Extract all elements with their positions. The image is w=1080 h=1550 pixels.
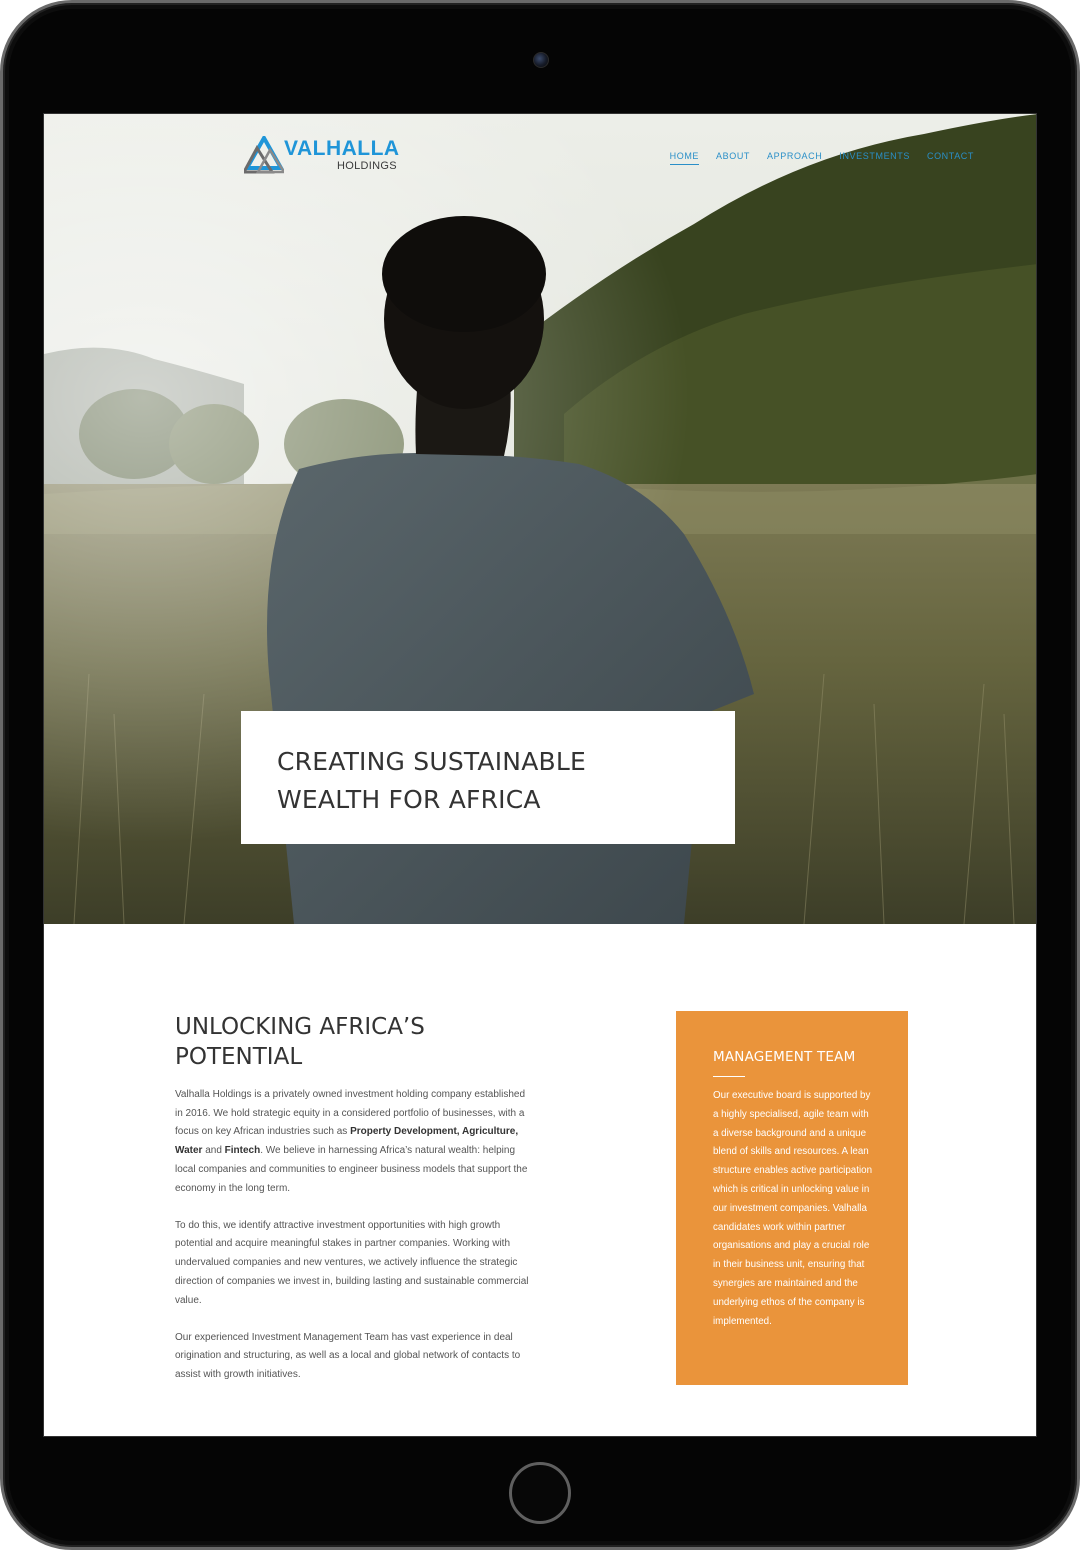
nav-approach[interactable]: APPROACH [767, 151, 823, 161]
brand-name: VALHALLA [284, 137, 400, 160]
nav-investments[interactable]: INVESTMENTS [839, 151, 910, 161]
hero-section [44, 114, 1037, 924]
intro-paragraph-2: To do this, we identify attractive investment opportunities with high growth potential and acquire meaningful stakes in partner companies. Working with undervalued companies and new ventures, we actively influence the strategic direction of companies we invest in, building lasting and sustainable commercial value. [175, 1219, 529, 1306]
website-screen [43, 113, 1037, 1437]
intro-p1-text: Valhalla Holdings is a privately owned investment holding company established in 2016. We hold strategic equity in a considered portfolio of businesses, with a focus on key African industries such as [175, 1089, 526, 1138]
brand-subname: HOLDINGS [337, 160, 397, 172]
team-divider [713, 1076, 745, 1077]
management-team-card [676, 1011, 908, 1385]
hero-caption-card [241, 711, 735, 844]
intro-paragraph-1 [175, 1086, 535, 1198]
intro-title: UNLOCKING AFRICA’S POTENTIAL [175, 1014, 425, 1070]
intro-fintech-bold: Fintech [224, 1145, 261, 1157]
team-body: Our executive board is supported by a highly specialised, agile team with a diverse background and a unique blend of skills and resources. A lean structure enables active participation which is critical in unlocking value in our investment companies. Valhalla candidates work within partner organisations and play a crucial role in their business unit, ensuring that synergies are maintained and the underlying ethos of the company is implemented. [713, 1090, 873, 1327]
nav-about[interactable]: ABOUT [716, 151, 751, 161]
team-title: MANAGEMENT TEAM [713, 1049, 856, 1065]
triangle-knot-icon [244, 136, 284, 174]
intro-column [175, 1012, 535, 1403]
hero-headline: CREATING SUSTAINABLE WEALTH FOR AFRICA [277, 747, 586, 814]
intro-p1-and: and [202, 1145, 225, 1157]
main-nav [670, 151, 974, 165]
intro-p1-rest: . We believe in harnessing Africa’s natural wealth: helping local companies and communities to engineer business models that support the economy in the long term. [175, 1145, 528, 1194]
intro-industries-bold: Property Development, Agriculture, Water [175, 1126, 519, 1157]
camera-icon [533, 52, 549, 68]
intro-paragraph-3: Our experienced Investment Management Team has vast experience in deal origination and structuring, as well as a local and global network of contacts to assist with growth initiatives. [175, 1331, 521, 1381]
about-section [44, 924, 1037, 1437]
home-button[interactable] [509, 1462, 571, 1524]
nav-contact[interactable]: CONTACT [926, 151, 974, 161]
nav-home[interactable]: HOME [670, 151, 699, 165]
brand-logo[interactable] [244, 136, 404, 176]
